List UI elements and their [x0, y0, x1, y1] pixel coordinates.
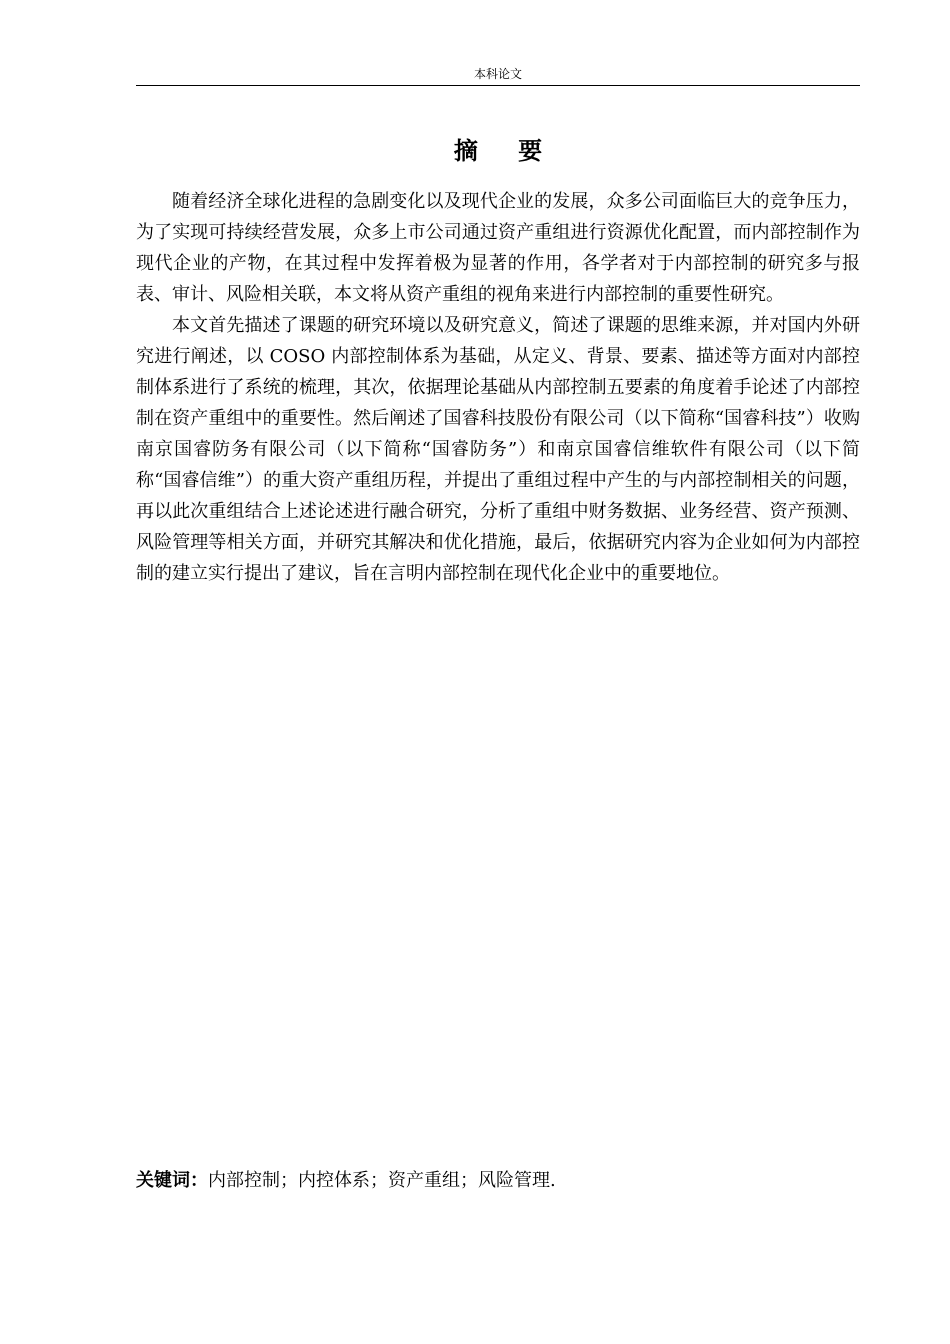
abstract-paragraph-1: 随着经济全球化进程的急剧变化以及现代企业的发展，众多公司面临巨大的竞争压力，为了实现可持续经营发展，众多上市公司通过资产重组进行资源优化配置，而内部控制作为现代企业的产物，在其过程中发挥着极为显著的作用，各学者对于内部控制的研究多与报表、审计、风险相关联，本文将从资产重组的视角来进行内部控制的重要性研究。 [136, 191, 860, 305]
keywords-label: 关键词： [136, 1170, 208, 1191]
abstract-heading: 摘 要 [453, 137, 559, 165]
keywords-line [136, 1167, 860, 1195]
keywords-text: 内部控制；内控体系；资产重组；风险管理. [208, 1170, 556, 1191]
abstract-body [136, 186, 860, 589]
header-divider [136, 85, 860, 86]
running-header: 本科论文 [473, 67, 522, 81]
abstract-paragraph-2: 本文首先描述了课题的研究环境以及研究意义，简述了课题的思维来源，并对国内外研究进行阐述，以 COSO 内部控制体系为基础，从定义、背景、要素、描述等方面对内部控制体系进行了系统的梳理，其次，依据理论基础从内部控制五要素的角度着手论述了内部控制在资产重组中的重要性。然后阐述了国睿科技股份有限公司（以下简称“国睿科技”）收购南京国睿防务有限公司（以下简称“国睿防务”）和南京国睿信维软件有限公司（以下简称“国睿信维”）的重大资产重组历程，并提出了重组过程中产生的与内部控制相关的问题，再以此次重组结合上述论述进行融合研究，分析了重组中财务数据、业务经营、资产预测、风险管理等相关方面，并研究其解决和优化措施，最后，依据研究内容为企业如何为内部控制的建立实行提出了建议，旨在言明内部控制在现代化企业中的重要地位。 [136, 315, 860, 584]
